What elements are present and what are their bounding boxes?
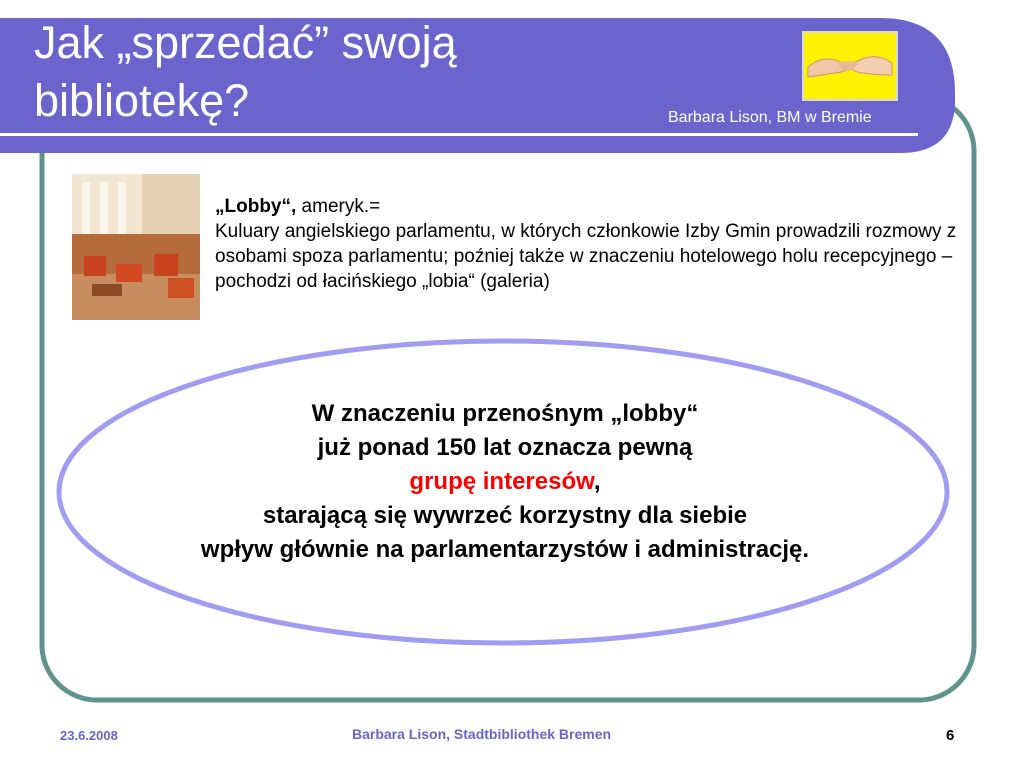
lobby-definition [215, 194, 975, 294]
header-divider [0, 133, 918, 136]
oval-line-3 [60, 465, 950, 499]
slide-title [34, 14, 674, 130]
hotel-lobby-photo [72, 174, 200, 320]
footer-author: Barbara Lison, Stadtbibliothek Bremen [352, 726, 612, 742]
page-number: 6 [946, 727, 955, 744]
oval-line-2: już ponad 150 lat oznacza pewną [317, 434, 693, 461]
definition-heading [215, 194, 975, 219]
oval-line-3-rest: , [593, 468, 601, 495]
definition-term-note: ameryk.= [296, 196, 381, 217]
oval-accent-text: grupę interesów [409, 468, 594, 495]
lobby-image [72, 174, 200, 320]
title-line-1: Jak „sprzedać” swoją [34, 17, 457, 68]
oval-statement [60, 397, 950, 567]
definition-term: „Lobby“, [215, 196, 297, 217]
footer-date: 23.6.2008 [60, 728, 118, 743]
handshake-icon [804, 33, 896, 99]
oval-line-1: W znaczeniu przenośnym „lobby“ [311, 400, 699, 427]
definition-body: Kuluary angielskiego parlamentu, w których członkowie Izby Gmin prowadzili rozmowy z osobami spoza parlamentu; poźniej także w znaczeniu hotelowego holu recepcyjnego – pochodzi od łacińskiego „lobia“ (galeria) [215, 221, 957, 292]
header-author: Barbara Lison, BM w Bremie [668, 109, 872, 126]
oval-line-5: wpływ głównie na parlamentarzystów i administrację. [200, 536, 810, 563]
handshake-logo [802, 31, 898, 101]
oval-line-4: starającą się wywrzeć korzystny dla siebie [262, 502, 748, 529]
title-line-2: bibliotekę? [34, 75, 250, 126]
